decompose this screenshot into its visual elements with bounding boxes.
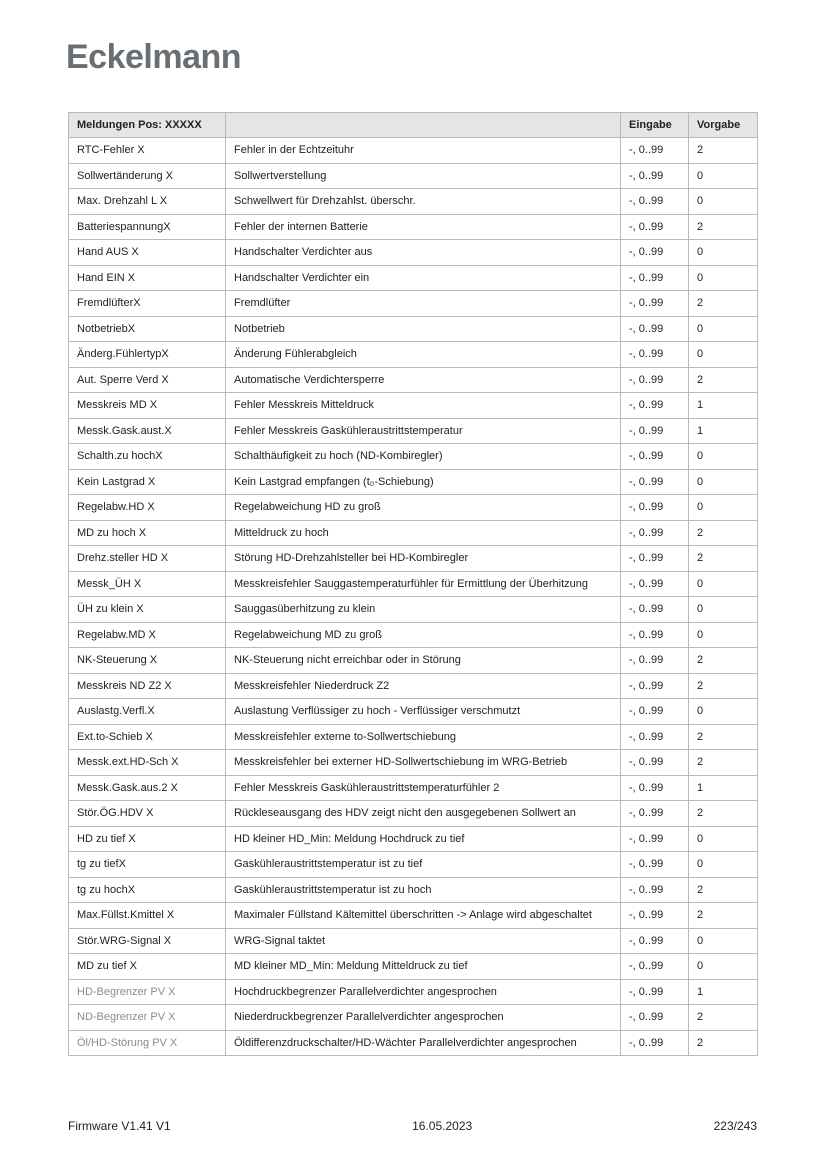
message-eingabe-cell: -, 0..99 bbox=[621, 1030, 689, 1056]
message-description-cell: Maximaler Füllstand Kältemittel überschritten -> Anlage wird abgeschaltet bbox=[226, 903, 621, 929]
message-eingabe-cell: -, 0..99 bbox=[621, 877, 689, 903]
table-row bbox=[69, 342, 758, 368]
message-description-cell: NK-Steuerung nicht erreichbar oder in Störung bbox=[226, 648, 621, 674]
message-name-cell: Regelabw.MD X bbox=[69, 622, 226, 648]
message-description-cell: Störung HD-Drehzahlsteller bei HD-Kombiregler bbox=[226, 546, 621, 572]
message-eingabe-cell: -, 0..99 bbox=[621, 903, 689, 929]
message-name-cell: Stör.ÖG.HDV X bbox=[69, 801, 226, 827]
message-eingabe-cell: -, 0..99 bbox=[621, 699, 689, 725]
header-cell-eingabe: Eingabe bbox=[621, 113, 689, 138]
message-vorgabe-cell: 2 bbox=[689, 138, 758, 164]
table-row bbox=[69, 852, 758, 878]
message-name-cell: tg zu hochX bbox=[69, 877, 226, 903]
table-row bbox=[69, 928, 758, 954]
header-cell-description bbox=[226, 113, 621, 138]
message-name-cell: ND-Begrenzer PV X bbox=[69, 1005, 226, 1031]
message-name-cell: Stör.WRG-Signal X bbox=[69, 928, 226, 954]
message-description-cell: Fehler Messkreis Mitteldruck bbox=[226, 393, 621, 419]
message-description-cell: Messkreisfehler Niederdruck Z2 bbox=[226, 673, 621, 699]
message-eingabe-cell: -, 0..99 bbox=[621, 673, 689, 699]
message-vorgabe-cell: 2 bbox=[689, 877, 758, 903]
message-description-cell: Öldifferenzdruckschalter/HD-Wächter Parallelverdichter angesprochen bbox=[226, 1030, 621, 1056]
table-row bbox=[69, 571, 758, 597]
message-vorgabe-cell: 2 bbox=[689, 724, 758, 750]
message-name-cell: Max.Füllst.Kmittel X bbox=[69, 903, 226, 929]
table-row bbox=[69, 418, 758, 444]
message-vorgabe-cell: 0 bbox=[689, 240, 758, 266]
message-name-cell: HD zu tief X bbox=[69, 826, 226, 852]
message-description-cell: Fehler Messkreis Gaskühleraustrittstemperatur bbox=[226, 418, 621, 444]
table-row bbox=[69, 444, 758, 470]
message-eingabe-cell: -, 0..99 bbox=[621, 928, 689, 954]
message-description-cell: Auslastung Verflüssiger zu hoch - Verflüssiger verschmutzt bbox=[226, 699, 621, 725]
message-vorgabe-cell: 2 bbox=[689, 1005, 758, 1031]
table-row bbox=[69, 979, 758, 1005]
message-eingabe-cell: -, 0..99 bbox=[621, 597, 689, 623]
table-row bbox=[69, 520, 758, 546]
message-eingabe-cell: -, 0..99 bbox=[621, 826, 689, 852]
message-vorgabe-cell: 2 bbox=[689, 673, 758, 699]
message-name-cell: Regelabw.HD X bbox=[69, 495, 226, 521]
header-cell-vorgabe: Vorgabe bbox=[689, 113, 758, 138]
message-description-cell: Fehler der internen Batterie bbox=[226, 214, 621, 240]
table-row bbox=[69, 1005, 758, 1031]
message-description-cell: MD kleiner MD_Min: Meldung Mitteldruck zu tief bbox=[226, 954, 621, 980]
message-name-cell: Hand EIN X bbox=[69, 265, 226, 291]
message-vorgabe-cell: 0 bbox=[689, 928, 758, 954]
message-vorgabe-cell: 2 bbox=[689, 367, 758, 393]
message-description-cell: Gaskühleraustrittstemperatur ist zu hoch bbox=[226, 877, 621, 903]
message-description-cell: Messkreisfehler externe to-Sollwertschiebung bbox=[226, 724, 621, 750]
table-row bbox=[69, 750, 758, 776]
message-name-cell: RTC-Fehler X bbox=[69, 138, 226, 164]
message-name-cell: Ext.to-Schieb X bbox=[69, 724, 226, 750]
message-name-cell: Messk.Gask.aust.X bbox=[69, 418, 226, 444]
message-vorgabe-cell: 2 bbox=[689, 648, 758, 674]
footer-date: 16.05.2023 bbox=[412, 1119, 473, 1133]
table-row bbox=[69, 622, 758, 648]
header-cell-meldungen: Meldungen Pos: XXXXX bbox=[69, 113, 226, 138]
message-name-cell: Max. Drehzahl L X bbox=[69, 189, 226, 215]
message-eingabe-cell: -, 0..99 bbox=[621, 979, 689, 1005]
message-name-cell: Hand AUS X bbox=[69, 240, 226, 266]
message-description-cell: Rückleseausgang des HDV zeigt nicht den ausgegebenen Sollwert an bbox=[226, 801, 621, 827]
message-eingabe-cell: -, 0..99 bbox=[621, 750, 689, 776]
message-eingabe-cell: -, 0..99 bbox=[621, 163, 689, 189]
messages-table-body bbox=[69, 138, 758, 1056]
message-vorgabe-cell: 0 bbox=[689, 316, 758, 342]
message-name-cell: Aut. Sperre Verd X bbox=[69, 367, 226, 393]
message-eingabe-cell: -, 0..99 bbox=[621, 189, 689, 215]
table-row bbox=[69, 648, 758, 674]
message-vorgabe-cell: 2 bbox=[689, 214, 758, 240]
table-row bbox=[69, 877, 758, 903]
message-vorgabe-cell: 2 bbox=[689, 1030, 758, 1056]
message-name-cell: NotbetriebX bbox=[69, 316, 226, 342]
table-row bbox=[69, 699, 758, 725]
message-name-cell: tg zu tiefX bbox=[69, 852, 226, 878]
table-row bbox=[69, 138, 758, 164]
table-row bbox=[69, 597, 758, 623]
message-name-cell: Kein Lastgrad X bbox=[69, 469, 226, 495]
message-vorgabe-cell: 2 bbox=[689, 520, 758, 546]
message-eingabe-cell: -, 0..99 bbox=[621, 546, 689, 572]
message-eingabe-cell: -, 0..99 bbox=[621, 622, 689, 648]
message-eingabe-cell: -, 0..99 bbox=[621, 138, 689, 164]
message-eingabe-cell: -, 0..99 bbox=[621, 495, 689, 521]
message-description-cell: Niederdruckbegrenzer Parallelverdichter angesprochen bbox=[226, 1005, 621, 1031]
eckelmann-logo: Eckelmann bbox=[66, 38, 242, 76]
table-row bbox=[69, 724, 758, 750]
footer-page-number: 223/243 bbox=[713, 1119, 757, 1133]
table-row bbox=[69, 240, 758, 266]
table-row bbox=[69, 265, 758, 291]
message-description-cell: Regelabweichung HD zu groß bbox=[226, 495, 621, 521]
table-row bbox=[69, 367, 758, 393]
message-description-cell: Hochdruckbegrenzer Parallelverdichter angesprochen bbox=[226, 979, 621, 1005]
message-name-cell: Drehz.steller HD X bbox=[69, 546, 226, 572]
message-name-cell: Schalth.zu hochX bbox=[69, 444, 226, 470]
message-vorgabe-cell: 0 bbox=[689, 699, 758, 725]
table-row bbox=[69, 316, 758, 342]
message-eingabe-cell: -, 0..99 bbox=[621, 214, 689, 240]
message-vorgabe-cell: 0 bbox=[689, 189, 758, 215]
message-description-cell: Sollwertverstellung bbox=[226, 163, 621, 189]
message-name-cell: Messk_ÜH X bbox=[69, 571, 226, 597]
table-row bbox=[69, 189, 758, 215]
message-vorgabe-cell: 1 bbox=[689, 979, 758, 1005]
message-name-cell: ÜH zu klein X bbox=[69, 597, 226, 623]
message-vorgabe-cell: 0 bbox=[689, 495, 758, 521]
table-row bbox=[69, 214, 758, 240]
message-description-cell: Handschalter Verdichter aus bbox=[226, 240, 621, 266]
message-description-cell: Regelabweichung MD zu groß bbox=[226, 622, 621, 648]
table-row bbox=[69, 826, 758, 852]
message-description-cell: Gaskühleraustrittstemperatur ist zu tief bbox=[226, 852, 621, 878]
message-name-cell: NK-Steuerung X bbox=[69, 648, 226, 674]
message-vorgabe-cell: 1 bbox=[689, 393, 758, 419]
header-row bbox=[69, 113, 758, 138]
message-name-cell: Auslastg.Verfl.X bbox=[69, 699, 226, 725]
message-vorgabe-cell: 0 bbox=[689, 954, 758, 980]
message-vorgabe-cell: 0 bbox=[689, 826, 758, 852]
message-vorgabe-cell: 2 bbox=[689, 291, 758, 317]
table-row bbox=[69, 469, 758, 495]
message-description-cell: Fehler in der Echtzeituhr bbox=[226, 138, 621, 164]
messages-table bbox=[68, 112, 758, 1056]
message-eingabe-cell: -, 0..99 bbox=[621, 724, 689, 750]
message-vorgabe-cell: 0 bbox=[689, 852, 758, 878]
message-description-cell: Sauggasüberhitzung zu klein bbox=[226, 597, 621, 623]
table-row bbox=[69, 291, 758, 317]
message-vorgabe-cell: 0 bbox=[689, 342, 758, 368]
page-footer bbox=[68, 1119, 757, 1133]
message-name-cell: MD zu tief X bbox=[69, 954, 226, 980]
message-description-cell: Änderung Fühlerabgleich bbox=[226, 342, 621, 368]
message-description-cell: Messkreisfehler bei externer HD-Sollwertschiebung im WRG-Betrieb bbox=[226, 750, 621, 776]
message-vorgabe-cell: 0 bbox=[689, 571, 758, 597]
table-row bbox=[69, 775, 758, 801]
message-description-cell: Handschalter Verdichter ein bbox=[226, 265, 621, 291]
message-name-cell: Messkreis MD X bbox=[69, 393, 226, 419]
message-eingabe-cell: -, 0..99 bbox=[621, 240, 689, 266]
table-row bbox=[69, 163, 758, 189]
message-vorgabe-cell: 0 bbox=[689, 444, 758, 470]
table-row bbox=[69, 546, 758, 572]
message-eingabe-cell: -, 0..99 bbox=[621, 291, 689, 317]
message-eingabe-cell: -, 0..99 bbox=[621, 775, 689, 801]
message-eingabe-cell: -, 0..99 bbox=[621, 367, 689, 393]
table-row bbox=[69, 903, 758, 929]
message-name-cell: Messk.ext.HD-Sch X bbox=[69, 750, 226, 776]
message-vorgabe-cell: 0 bbox=[689, 265, 758, 291]
message-vorgabe-cell: 0 bbox=[689, 622, 758, 648]
message-vorgabe-cell: 2 bbox=[689, 903, 758, 929]
message-description-cell: HD kleiner HD_Min: Meldung Hochdruck zu tief bbox=[226, 826, 621, 852]
message-description-cell: Schalthäufigkeit zu hoch (ND-Kombiregler) bbox=[226, 444, 621, 470]
message-name-cell: Sollwertänderung X bbox=[69, 163, 226, 189]
table-row bbox=[69, 801, 758, 827]
message-name-cell: BatteriespannungX bbox=[69, 214, 226, 240]
table-row bbox=[69, 673, 758, 699]
message-description-cell: Fehler Messkreis Gaskühleraustrittstemperaturfühler 2 bbox=[226, 775, 621, 801]
message-description-cell: Kein Lastgrad empfangen (t₀-Schiebung) bbox=[226, 469, 621, 495]
message-eingabe-cell: -, 0..99 bbox=[621, 648, 689, 674]
message-description-cell: WRG-Signal taktet bbox=[226, 928, 621, 954]
message-vorgabe-cell: 0 bbox=[689, 469, 758, 495]
messages-table-header bbox=[69, 113, 758, 138]
message-eingabe-cell: -, 0..99 bbox=[621, 393, 689, 419]
message-eingabe-cell: -, 0..99 bbox=[621, 520, 689, 546]
message-vorgabe-cell: 2 bbox=[689, 546, 758, 572]
message-vorgabe-cell: 2 bbox=[689, 750, 758, 776]
message-eingabe-cell: -, 0..99 bbox=[621, 342, 689, 368]
message-eingabe-cell: -, 0..99 bbox=[621, 801, 689, 827]
message-description-cell: Mitteldruck zu hoch bbox=[226, 520, 621, 546]
message-eingabe-cell: -, 0..99 bbox=[621, 316, 689, 342]
message-description-cell: Automatische Verdichtersperre bbox=[226, 367, 621, 393]
message-description-cell: Messkreisfehler Sauggastemperaturfühler für Ermittlung der Überhitzung bbox=[226, 571, 621, 597]
message-description-cell: Fremdlüfter bbox=[226, 291, 621, 317]
message-vorgabe-cell: 0 bbox=[689, 597, 758, 623]
message-description-cell: Notbetrieb bbox=[226, 316, 621, 342]
message-name-cell: MD zu hoch X bbox=[69, 520, 226, 546]
message-name-cell: FremdlüfterX bbox=[69, 291, 226, 317]
table-row bbox=[69, 495, 758, 521]
table-row bbox=[69, 1030, 758, 1056]
table-row bbox=[69, 393, 758, 419]
message-vorgabe-cell: 2 bbox=[689, 801, 758, 827]
message-name-cell: Messkreis ND Z2 X bbox=[69, 673, 226, 699]
message-eingabe-cell: -, 0..99 bbox=[621, 954, 689, 980]
message-eingabe-cell: -, 0..99 bbox=[621, 852, 689, 878]
message-eingabe-cell: -, 0..99 bbox=[621, 1005, 689, 1031]
footer-firmware-version: Firmware V1.41 V1 bbox=[68, 1119, 171, 1133]
message-eingabe-cell: -, 0..99 bbox=[621, 571, 689, 597]
message-description-cell: Schwellwert für Drehzahlst. überschr. bbox=[226, 189, 621, 215]
message-eingabe-cell: -, 0..99 bbox=[621, 265, 689, 291]
table-row bbox=[69, 954, 758, 980]
message-vorgabe-cell: 1 bbox=[689, 775, 758, 801]
message-name-cell: Änderg.FühlertypX bbox=[69, 342, 226, 368]
message-eingabe-cell: -, 0..99 bbox=[621, 444, 689, 470]
message-name-cell: Messk.Gask.aus.2 X bbox=[69, 775, 226, 801]
message-name-cell: HD-Begrenzer PV X bbox=[69, 979, 226, 1005]
message-eingabe-cell: -, 0..99 bbox=[621, 469, 689, 495]
message-vorgabe-cell: 1 bbox=[689, 418, 758, 444]
message-name-cell: Öl/HD-Störung PV X bbox=[69, 1030, 226, 1056]
message-eingabe-cell: -, 0..99 bbox=[621, 418, 689, 444]
message-vorgabe-cell: 0 bbox=[689, 163, 758, 189]
